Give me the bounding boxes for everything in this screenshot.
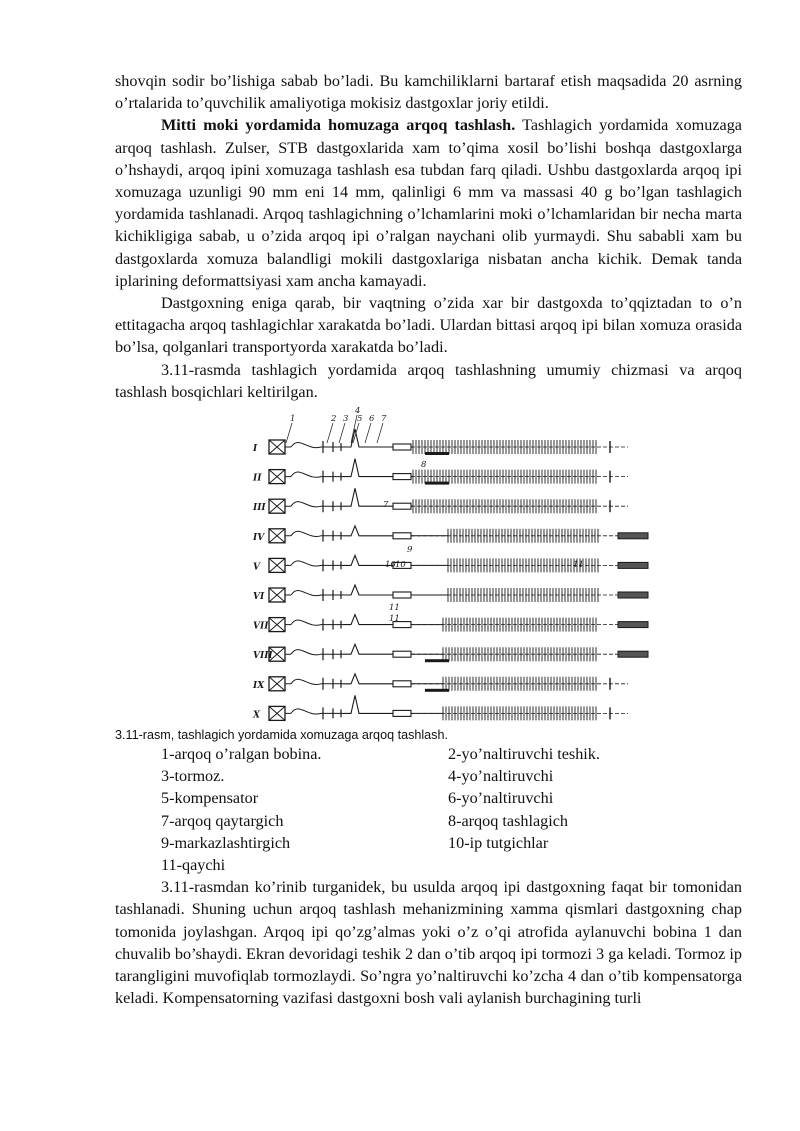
bobbin-cross bbox=[269, 706, 291, 720]
section-heading: Mitti moki yordamida homuzaga arqoq tashlash. bbox=[161, 116, 516, 135]
compensator bbox=[343, 674, 393, 684]
part-number: 10 bbox=[395, 560, 406, 571]
projectile bbox=[425, 659, 449, 662]
legend-item: 4-yo’naltiruvchi bbox=[448, 767, 554, 786]
weft-yarn bbox=[291, 472, 343, 477]
bobbin-cross bbox=[269, 558, 291, 572]
paragraph-mechanism-description: 3.11-rasmdan ko’rinib turganidek, bu usulda arqoq ipi dastgoxning faqat bir tomonidan tashlanadi. Shuning uchun arqoq tashlash mehanizmining xamma qismlari dastgoxning chap tomonida joylashgan. Arqoq ipi qo’zg’almas yoki o’z o’qi atrofida aylanuvchi bobina 1 dan chuvalib bo’shaydi. Ekran devoridagi teshik 2 dan o’tib arqoq ipi tormozi 3 ga keladi. Tormoz ip tarangligini muvofiqlab tormozlaydi. So’ngra yo’naltiruvchi ko’zcha 4 dan o’tib kompensatorga keladi. Kompensatorning vazifasi dastgoxni bosh vali aylanish burchagining turli bbox=[115, 878, 742, 1008]
part-number: 3 bbox=[343, 414, 349, 425]
stage-label: X bbox=[253, 710, 260, 721]
projectile-feeder bbox=[393, 533, 411, 539]
projectile bbox=[425, 482, 449, 485]
bobbin-cross bbox=[269, 618, 291, 632]
weft-yarn bbox=[291, 590, 343, 595]
weft-yarn bbox=[291, 561, 343, 566]
legend-row bbox=[161, 765, 742, 787]
compensator bbox=[343, 429, 393, 447]
paragraph-projectile-count: Dastgoxning eniga qarab, bir vaqtning o’zida xar bir dastgoxda to’qqiztadan to o’n ettitagacha arqoq tashlagichlar xarakatda bo’ladi. Ulardan bittasi arqoq ipi bilan xomuza orasida bo’lsa, qolganlari transportyorda xarakatda bo’ladi. bbox=[115, 294, 742, 357]
weft-yarn bbox=[291, 502, 343, 507]
stage-label: VIII bbox=[253, 651, 273, 662]
projectile-feeder bbox=[393, 444, 411, 450]
legend-item: 9-markazlashtirgich bbox=[161, 833, 291, 852]
callout-leader bbox=[365, 423, 371, 443]
part-number: 1 bbox=[290, 414, 296, 425]
legend-item: 1-arqoq o’ralgan bobina. bbox=[161, 745, 322, 764]
bobbin-cross bbox=[269, 588, 291, 602]
part-number: 5 bbox=[357, 414, 363, 425]
receiving-unit bbox=[618, 562, 648, 568]
bobbin-cross bbox=[269, 677, 291, 691]
compensator bbox=[343, 644, 393, 654]
legend-row bbox=[161, 787, 742, 809]
stage-label: IV bbox=[253, 532, 265, 543]
stage-label: III bbox=[253, 503, 266, 514]
legend-item: 3-tormoz. bbox=[161, 767, 225, 786]
weft-insertion-stages-drawing bbox=[243, 407, 733, 725]
bobbin-cross bbox=[269, 499, 291, 513]
projectile-feeder bbox=[393, 651, 411, 657]
legend-item: 11-qaychi bbox=[161, 855, 226, 874]
stage-label: V bbox=[253, 562, 260, 573]
paragraph-figure-reference: 3.11-rasmda tashlagich yordamida arqoq tashlashning umumiy chizmasi va arqoq tashlash bosqichlari keltirilgan. bbox=[115, 360, 742, 401]
stage-label: II bbox=[253, 473, 262, 484]
paragraph-intro: shovqin sodir bo’lishiga sabab bo’ladi. Bu kamchiliklarni bartaraf etish maqsadida 20 asrning o’rtalarida to’quvchilik amaliyotiga mokisiz dastgoxlar joriy etildi. bbox=[115, 72, 742, 113]
compensator bbox=[343, 615, 393, 625]
receiving-unit bbox=[618, 622, 648, 628]
compensator bbox=[343, 585, 393, 595]
part-number: 9 bbox=[407, 545, 413, 556]
weft-yarn bbox=[291, 531, 343, 536]
document-page bbox=[115, 70, 742, 1009]
figure-legend bbox=[161, 743, 742, 876]
part-number: 11 bbox=[573, 560, 584, 571]
projectile-feeder bbox=[393, 710, 411, 716]
legend-row bbox=[161, 854, 742, 876]
legend-item: 2-yo’naltiruvchi teshik. bbox=[448, 745, 600, 764]
legend-row bbox=[161, 743, 742, 765]
part-number: 10 bbox=[385, 560, 396, 571]
bobbin-cross bbox=[269, 440, 291, 454]
projectile-feeder bbox=[393, 474, 411, 480]
legend-row bbox=[161, 832, 742, 854]
stage-label: VI bbox=[253, 592, 265, 603]
section-body: Tashlagich yordamida xomuzaga arqoq tashlash. Zulser, STB dastgoxlarida xam to’qima xosil bo’lishi boshqa dastgoxlarga o’hshaydi, arqoq ipini xomuzaga tashlash esa tubdan farq qiladi. Ushbu dastgoxlarda arqoq ipi xomuzaga uzunligi 90 mm eni 14 mm, qalinligi 6 mm va massasi 40 g bo’lgan tashlagich yordamida tashlanadi. Arqoq tashlagichning o’lchamlarini moki o’lchamlaridan bir necha marta kichikligiga sabab, u o’zida arqoq ipi o’ralgan naychani olib yurmaydi. Shu sababli xam bu dastgoxlarda xomuza balandligi mokili dastgoxlariga nisbatan ancha kichik. Demak tanda iplarining deformattsiyasi xam ancha kamayadi. bbox=[115, 116, 742, 290]
weft-yarn bbox=[291, 709, 343, 714]
legend-item: 10-ip tutgichlar bbox=[448, 833, 549, 852]
legend-row bbox=[161, 810, 742, 832]
stage-label: VII bbox=[253, 621, 269, 632]
legend-item: 8-arqoq tashlagich bbox=[448, 811, 569, 830]
weft-yarn bbox=[291, 679, 343, 684]
weft-yarn bbox=[291, 650, 343, 655]
projectile bbox=[425, 689, 449, 692]
projectile-feeder bbox=[393, 592, 411, 598]
callout-leader bbox=[286, 423, 292, 443]
callout-leader bbox=[377, 423, 383, 443]
weft-yarn bbox=[291, 620, 343, 625]
part-number: 7 bbox=[383, 500, 389, 511]
compensator bbox=[343, 526, 393, 536]
projectile-feeder bbox=[393, 503, 411, 509]
bobbin-cross bbox=[269, 529, 291, 543]
part-number: 8 bbox=[421, 460, 427, 471]
legend-item: 5-kompensator bbox=[161, 789, 259, 808]
receiving-unit bbox=[618, 592, 648, 598]
compensator bbox=[343, 459, 393, 477]
part-number: 11 bbox=[389, 603, 400, 614]
part-number: 11 bbox=[389, 614, 400, 625]
projectile-feeder bbox=[393, 681, 411, 687]
callout-leader bbox=[339, 423, 345, 443]
bobbin-cross bbox=[269, 470, 291, 484]
weft-yarn bbox=[291, 442, 343, 447]
stage-label: IX bbox=[253, 680, 265, 691]
paragraph-rapier-section bbox=[115, 114, 742, 292]
receiving-unit bbox=[618, 533, 648, 539]
part-number: 2 bbox=[331, 414, 337, 425]
compensator bbox=[343, 695, 393, 713]
projectile bbox=[425, 452, 449, 455]
callout-leader bbox=[327, 423, 333, 443]
part-number: 4 bbox=[355, 407, 361, 417]
part-number: 6 bbox=[369, 414, 375, 425]
legend-item: 7-arqoq qaytargich bbox=[161, 811, 284, 830]
figure-weft-insertion-diagram bbox=[115, 407, 742, 725]
figure-caption: 3.11-rasm, tashlagich yordamida xomuzaga arqoq tashlash. bbox=[115, 728, 448, 743]
stage-label: I bbox=[253, 444, 258, 455]
part-number: 7 bbox=[381, 414, 387, 425]
legend-item: 6-yo’naltiruvchi bbox=[448, 789, 554, 808]
receiving-unit bbox=[618, 651, 648, 657]
